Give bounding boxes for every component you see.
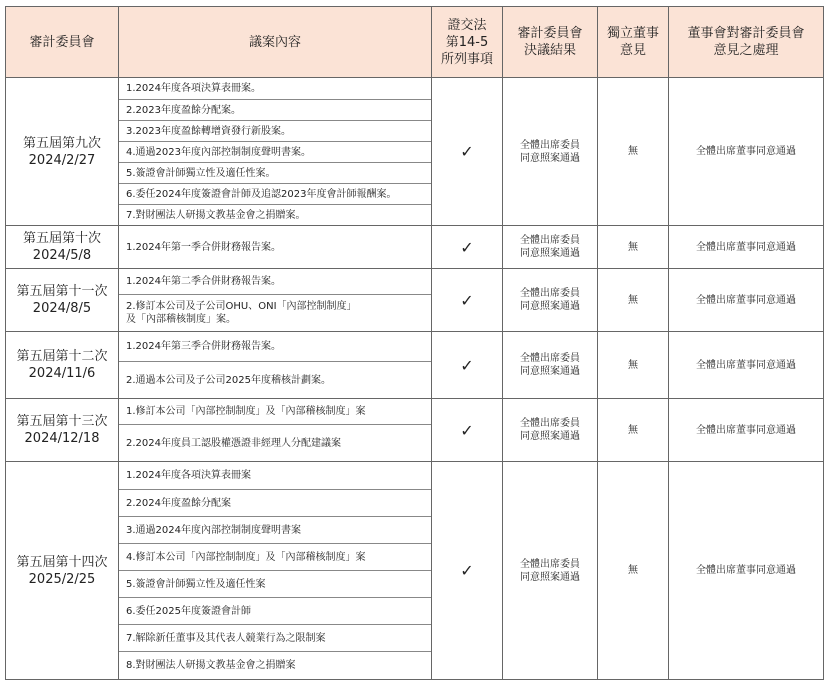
- meeting-session: 第五屆第十二次: [16, 349, 108, 364]
- director-opinion-cell: 無: [598, 226, 669, 269]
- resolution-cell: [503, 269, 598, 332]
- header-agenda: 議案內容: [119, 7, 432, 78]
- resolution-line: 同意照案通過: [520, 431, 580, 442]
- check-mark-icon: ✓: [432, 332, 503, 399]
- resolution-line: 同意照案通過: [520, 301, 580, 312]
- resolution-line: 全體出席委員: [520, 353, 580, 364]
- agenda-item: 2.2023年度盈餘分配案。: [119, 99, 431, 120]
- meeting-cell: [6, 332, 119, 399]
- header-result: [503, 7, 598, 78]
- resolution-cell: [503, 78, 598, 226]
- agenda-item: 6.委任2024年度簽證會計師及追認2023年度會計師報酬案。: [119, 183, 431, 204]
- board-handling-cell: 全體出席董事同意通過: [669, 462, 824, 680]
- meeting-row: [6, 332, 824, 399]
- header-director-line: 意見: [619, 43, 646, 58]
- resolution-line: 全體出席委員: [520, 288, 580, 299]
- board-handling-cell: 全體出席董事同意通過: [669, 226, 824, 269]
- header-board-line: 意見之處理: [713, 43, 779, 58]
- agenda-cell: [119, 462, 432, 680]
- agenda-cell: [119, 332, 432, 399]
- agenda-item: 3.2023年度盈餘轉增資發行新股案。: [119, 120, 431, 141]
- audit-committee-table: [5, 6, 824, 680]
- agenda-item: 1.2024年度各項決算表冊案。: [126, 83, 261, 94]
- agenda-item: 2.2024年度盈餘分配案: [119, 489, 431, 516]
- director-opinion-cell: 無: [598, 332, 669, 399]
- resolution-line: 全體出席委員: [520, 558, 580, 570]
- resolution-line: 同意照案通過: [520, 152, 580, 164]
- meeting-date: 2025/2/25: [28, 571, 96, 587]
- agenda-item: 1.2024年第一季合併財務報告案。: [126, 241, 281, 253]
- resolution-cell: [503, 332, 598, 399]
- meeting-row: [6, 78, 824, 226]
- header-result-line: 審計委員會: [517, 26, 583, 41]
- agenda-cell: [119, 226, 432, 269]
- agenda-item: 8.對財團法人研揚文教基金會之捐贈案: [119, 651, 431, 679]
- header-row: [6, 7, 824, 78]
- meeting-session: 第五屆第九次: [22, 135, 101, 151]
- agenda-cell: [119, 269, 432, 332]
- header-law-line: 所列事項: [440, 51, 493, 67]
- header-result-line: 決議結果: [523, 43, 576, 58]
- director-opinion-cell: 無: [598, 269, 669, 332]
- header-director-opinion: [598, 7, 669, 78]
- board-handling-cell: 全體出席董事同意通過: [669, 78, 824, 226]
- meeting-cell: [6, 399, 119, 462]
- header-law: [432, 7, 503, 78]
- agenda-item: 2.通過本公司及子公司2025年度稽核計劃案。: [119, 361, 431, 398]
- agenda-item: 5.簽證會計師獨立性及適任性案。: [119, 162, 431, 183]
- resolution-line: 同意照案通過: [520, 366, 580, 377]
- agenda-item: 3.通過2024年度內部控制制度聲明書案: [119, 516, 431, 543]
- header-law-line: 第14-5: [445, 34, 489, 50]
- meeting-row: [6, 462, 824, 680]
- check-mark-icon: ✓: [432, 226, 503, 269]
- agenda-item: 4.修訂本公司「內部控制制度」及「內部稽核制度」案: [119, 543, 431, 570]
- meeting-session: 第五屆第十一次: [16, 284, 108, 299]
- board-handling-cell: 全體出席董事同意通過: [669, 269, 824, 332]
- meeting-session: 第五屆第十三次: [16, 414, 108, 429]
- check-mark-icon: ✓: [432, 78, 503, 226]
- resolution-line: 全體出席委員: [520, 235, 580, 246]
- agenda-item: 6.委任2025年度簽證會計師: [119, 597, 431, 624]
- check-mark-icon: ✓: [432, 269, 503, 332]
- header-committee: 審計委員會: [6, 7, 119, 78]
- header-board-handling: [669, 7, 824, 78]
- resolution-line: 全體出席委員: [520, 418, 580, 429]
- meeting-row: [6, 269, 824, 332]
- meeting-cell: [6, 226, 119, 269]
- resolution-line: 同意照案通過: [520, 571, 580, 583]
- agenda-item: 1.2024年第三季合併財務報告案。: [126, 341, 281, 352]
- director-opinion-cell: 無: [598, 399, 669, 462]
- meeting-row: [6, 226, 824, 269]
- board-handling-cell: 全體出席董事同意通過: [669, 332, 824, 399]
- header-law-line: 證交法: [447, 17, 487, 33]
- meeting-date: 2024/11/6: [28, 366, 96, 381]
- meeting-cell: [6, 462, 119, 680]
- header-board-line: 董事會對審計委員會: [687, 26, 805, 41]
- meeting-date: 2024/8/5: [32, 301, 92, 316]
- agenda-item: 2.2024年度員工認股權憑證非經理人分配建議案: [119, 424, 431, 461]
- resolution-line: 全體出席委員: [520, 139, 580, 151]
- agenda-item: 1.2024年第二季合併財務報告案。: [126, 276, 281, 287]
- meeting-date: 2024/12/18: [24, 431, 100, 446]
- resolution-cell: [503, 226, 598, 269]
- meeting-date: 2024/5/8: [32, 248, 92, 263]
- meeting-row: [6, 399, 824, 462]
- agenda-cell: [119, 399, 432, 462]
- meeting-session: 第五屆第十四次: [16, 554, 108, 570]
- agenda-item: 2.修訂本公司及子公司OHU、ONI「內部控制制度」 及「內部稽核制度」案。: [119, 294, 431, 331]
- resolution-cell: [503, 399, 598, 462]
- header-director-line: 獨立董事: [606, 26, 659, 41]
- resolution-line: 同意照案通過: [520, 248, 580, 259]
- resolution-cell: [503, 462, 598, 680]
- director-opinion-cell: 無: [598, 462, 669, 680]
- director-opinion-cell: 無: [598, 78, 669, 226]
- agenda-cell: [119, 78, 432, 226]
- meeting-date: 2024/2/27: [28, 152, 96, 168]
- agenda-item: 7.解除新任董事及其代表人競業行為之限制案: [119, 624, 431, 651]
- meeting-cell: [6, 78, 119, 226]
- agenda-item: 1.2024年度各項決算表冊案: [126, 470, 251, 481]
- agenda-item: 4.通過2023年度內部控制制度聲明書案。: [119, 141, 431, 162]
- meeting-cell: [6, 269, 119, 332]
- check-mark-icon: ✓: [432, 462, 503, 680]
- agenda-item: 5.簽證會計師獨立性及適任性案: [119, 570, 431, 597]
- meeting-session: 第五屆第十次: [22, 231, 101, 246]
- check-mark-icon: ✓: [432, 399, 503, 462]
- agenda-item: 1.修訂本公司「內部控制制度」及「內部稽核制度」案: [126, 406, 366, 417]
- board-handling-cell: 全體出席董事同意通過: [669, 399, 824, 462]
- agenda-item: 7.對財團法人研揚文教基金會之捐贈案。: [119, 204, 431, 225]
